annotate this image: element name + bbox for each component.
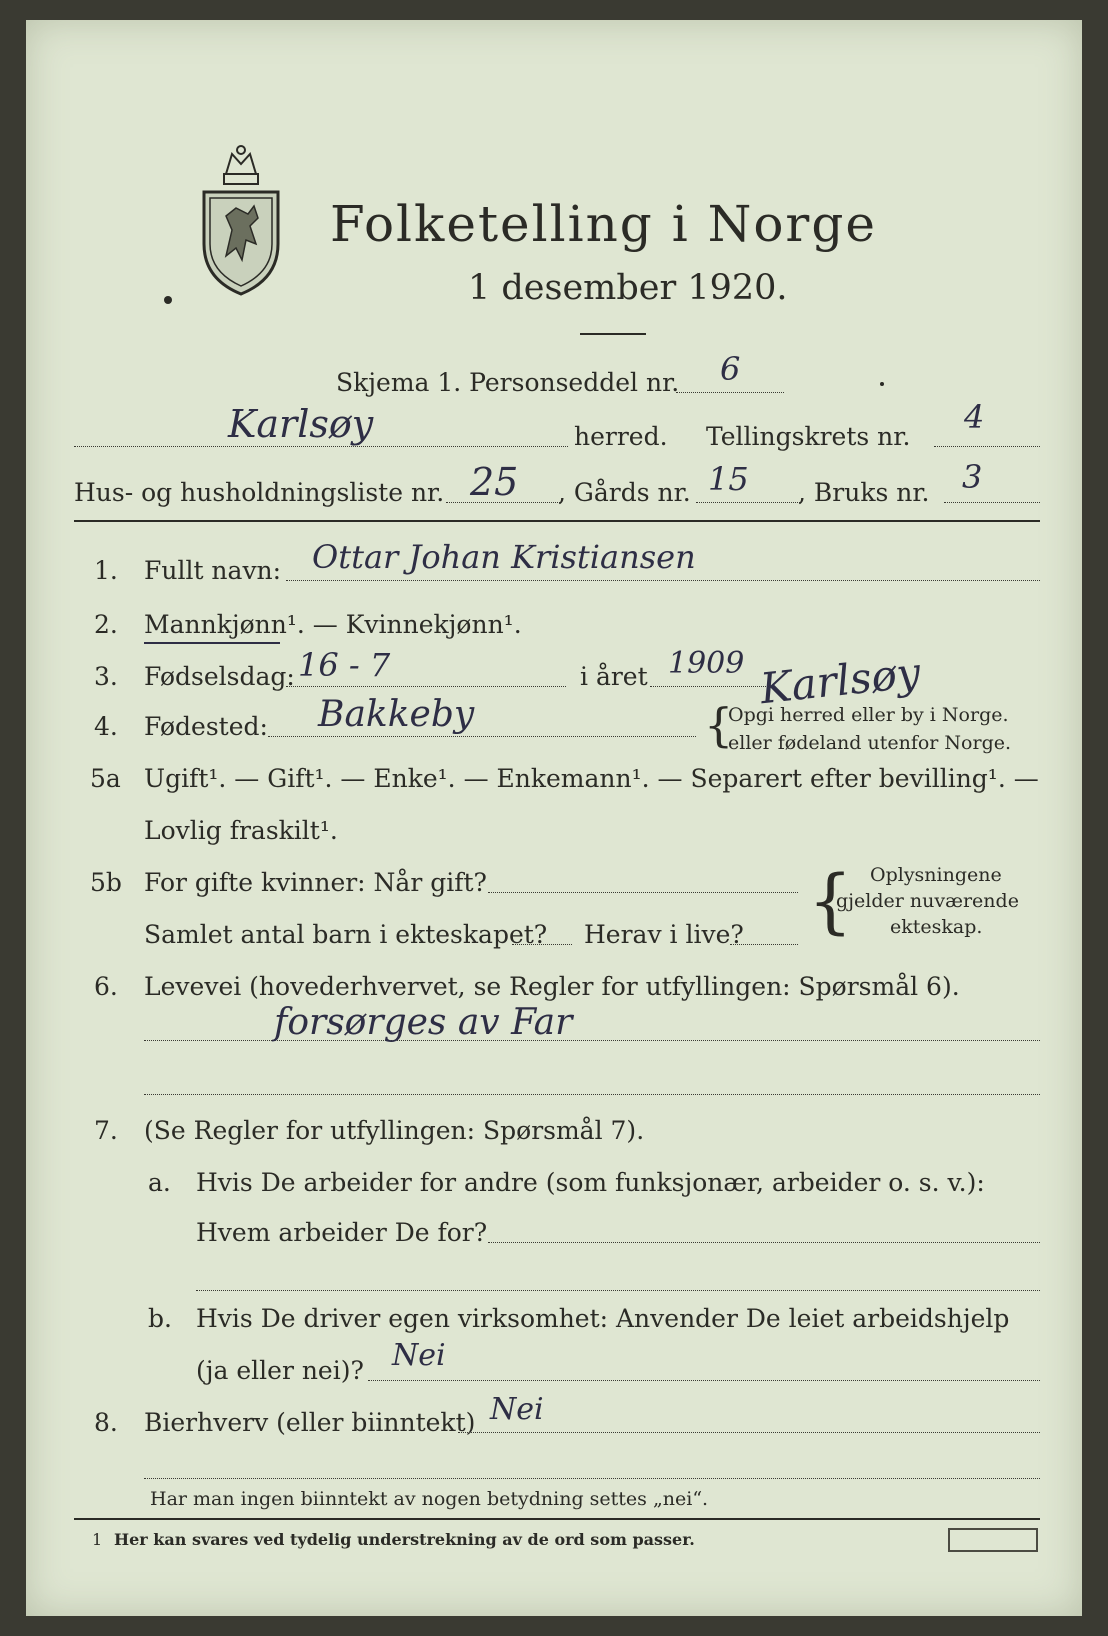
birth-year-label: i året [580, 662, 648, 691]
marriage-note-2: gjelder nuværende [836, 890, 1019, 912]
birthplace-note-1: Opgi herred eller by i Norge. [728, 704, 1009, 726]
gender-options: Mannkjønn¹. — Kvinnekjønn¹. [144, 610, 522, 639]
birthday-value: 16 - 7 [298, 646, 391, 684]
hired-help-label: (ja eller nei)? [196, 1356, 364, 1385]
household-list-label: Hus- og husholdningsliste nr. [74, 478, 445, 507]
footer-divider [74, 1518, 1040, 1520]
q3-label: Fødselsdag: [144, 662, 295, 691]
employer-field-2[interactable] [196, 1290, 1040, 1291]
birth-year-field[interactable] [650, 686, 770, 687]
q6-number: 6. [94, 972, 118, 1001]
census-date: 1 desember 1920. [468, 268, 788, 308]
birthplace-annotation: Karlsøy [757, 647, 923, 714]
side-income-field-2[interactable] [144, 1478, 1040, 1479]
form-title: Folketelling i Norge [330, 195, 877, 253]
children-alive-label: Herav i live? [584, 920, 744, 949]
birth-year-value: 1909 [668, 646, 745, 681]
gards-value: 15 [708, 460, 749, 498]
header-divider [74, 520, 1040, 522]
tellingskrets-value: 4 [964, 398, 985, 436]
birthplace-value: Bakkeby [318, 694, 475, 735]
herred-field[interactable] [74, 446, 568, 447]
tellingskrets-field[interactable] [934, 446, 1040, 447]
self-employed-question: Hvis De driver egen virksomhet: Anvender De leiet arbeidshjelp [196, 1304, 1010, 1333]
footnote-text: Her kan svares ved tydelig understrekning av de ord som passer. [114, 1530, 695, 1549]
children-count-field[interactable] [512, 944, 572, 945]
herred-value: Karlsøy [228, 402, 374, 446]
children-count-label: Samlet antal barn i ekteskapet? [144, 920, 548, 949]
note-brace: { [704, 698, 734, 752]
q7a-letter: a. [148, 1168, 171, 1197]
q5b-number: 5b [90, 868, 122, 897]
children-alive-field[interactable] [730, 944, 798, 945]
side-income-field[interactable] [458, 1432, 1040, 1433]
norwegian-coat-of-arms-icon [196, 144, 286, 300]
q8-number: 8. [94, 1408, 118, 1437]
q1-label: Fullt navn: [144, 556, 282, 585]
ink-dot [164, 296, 172, 304]
q1-number: 1. [94, 556, 118, 585]
q2-number: 2. [94, 610, 118, 639]
gards-field[interactable] [696, 502, 800, 503]
schema-number-value: 6 [720, 350, 741, 388]
birthplace-note-2: eller fødeland utenfor Norge. [728, 732, 1012, 754]
q4-label: Fødested: [144, 712, 268, 741]
marriage-note-1: Oplysningene [870, 864, 1002, 886]
married-when-label: For gifte kvinner: Når gift? [144, 868, 487, 897]
household-list-value: 25 [470, 460, 519, 504]
full-name-field[interactable] [286, 580, 1040, 581]
herred-label: herred. [574, 422, 668, 451]
note-brace: { [808, 860, 853, 942]
q7b-letter: b. [148, 1304, 172, 1333]
full-name-value: Ottar Johan Kristiansen [312, 538, 696, 576]
marital-status-options-2: Lovlig fraskilt¹. [144, 816, 338, 845]
q3-number: 3. [94, 662, 118, 691]
ink-dot [880, 382, 884, 386]
occupation-field-2[interactable] [144, 1094, 1040, 1095]
employer-question: Hvis De arbeider for andre (som funksjonær, arbeider o. s. v.): [196, 1168, 985, 1197]
marital-status-options: Ugift¹. — Gift¹. — Enke¹. — Enkemann¹. — Separert efter bevilling¹. — [144, 764, 1039, 793]
male-underline-mark [144, 642, 280, 644]
birthday-field[interactable] [286, 686, 566, 687]
married-when-field[interactable] [488, 892, 798, 893]
q7-label: (Se Regler for utfyllingen: Spørsmål 7). [144, 1116, 645, 1145]
footer-note: Har man ingen biinntekt av nogen betydning settes „nei“. [150, 1488, 709, 1510]
occupation-label: Levevei (hovederhvervet, se Regler for utfyllingen: Spørsmål 6). [144, 972, 960, 1001]
marriage-note-3: ekteskap. [890, 916, 983, 938]
footnote-mark: 1 [92, 1530, 103, 1549]
schema-number-field[interactable] [676, 392, 784, 393]
bruks-field[interactable] [944, 502, 1040, 503]
birthplace-field[interactable] [268, 736, 696, 737]
employer-field[interactable] [488, 1242, 1040, 1243]
gards-label: , Gårds nr. [558, 478, 691, 507]
tellingskrets-label: Tellingskrets nr. [706, 422, 911, 451]
hired-help-field[interactable] [368, 1380, 1040, 1381]
schema-label: Skjema 1. Personseddel nr. [336, 368, 680, 397]
side-income-label: Bierhverv (eller biinntekt) [144, 1408, 476, 1437]
title-divider [580, 333, 646, 335]
q4-number: 4. [94, 712, 118, 741]
occupation-value: forsørges av Far [274, 1002, 573, 1043]
printer-stamp [948, 1528, 1038, 1552]
q7-number: 7. [94, 1116, 118, 1145]
bruks-label: , Bruks nr. [798, 478, 930, 507]
q5a-number: 5a [90, 764, 121, 793]
employer-label: Hvem arbeider De for? [196, 1218, 488, 1247]
hired-help-value: Nei [392, 1338, 446, 1373]
side-income-value: Nei [490, 1392, 544, 1427]
bruks-value: 3 [962, 458, 983, 496]
